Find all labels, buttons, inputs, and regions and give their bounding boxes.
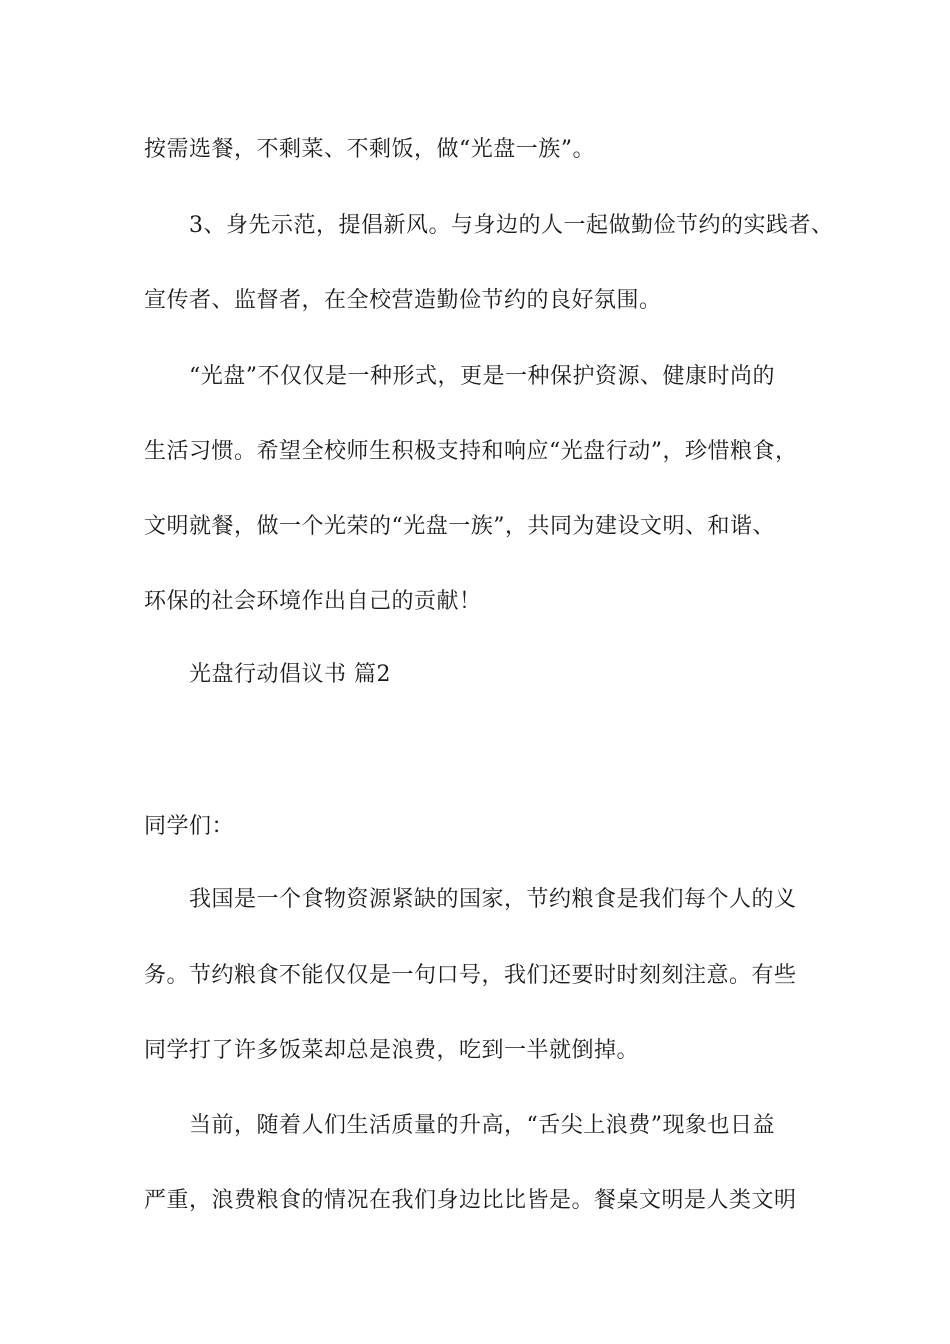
text-line: 生活习惯。希望全校师生积极支持和响应“光盘行动”，珍惜粮食，: [144, 439, 798, 464]
text-line: 3、身先示范，提倡新风。与身边的人一起做勤俭节约的实践者、: [189, 213, 834, 238]
salutation: 同学们：: [144, 814, 235, 839]
text-line: “光盘”不仅仅是一种形式，更是一种保护资源、健康时尚的: [189, 364, 775, 389]
text-line: 务。节约粮食不能仅仅是一句口号，我们还要时时刻刻注意。有些: [144, 963, 797, 988]
text-line: 严重，浪费粮食的情况在我们身边比比皆是。餐桌文明是人类文明: [144, 1188, 797, 1213]
text-line: 当前，随着人们生活质量的升高，“舌尖上浪费”现象也日益: [189, 1113, 775, 1138]
text-line: 宣传者、监督者，在全校营造勤俭节约的良好氛围。: [144, 288, 662, 313]
text-line: 按需选餐，不剩菜、不剩饭，做“光盘一族”。: [144, 137, 595, 162]
section-heading: 光盘行动倡议书 篇2: [189, 662, 391, 687]
text-line: 文明就餐，做一个光荣的“光盘一族”，共同为建设文明、和谐、: [144, 514, 775, 539]
text-line: 我国是一个食物资源紧缺的国家，节约粮食是我们每个人的义: [189, 887, 797, 912]
text-line: 环保的社会环境作出自己的贡献！: [144, 589, 482, 614]
text-line: 同学打了许多饭菜却总是浪费，吃到一半就倒掉。: [144, 1038, 640, 1063]
